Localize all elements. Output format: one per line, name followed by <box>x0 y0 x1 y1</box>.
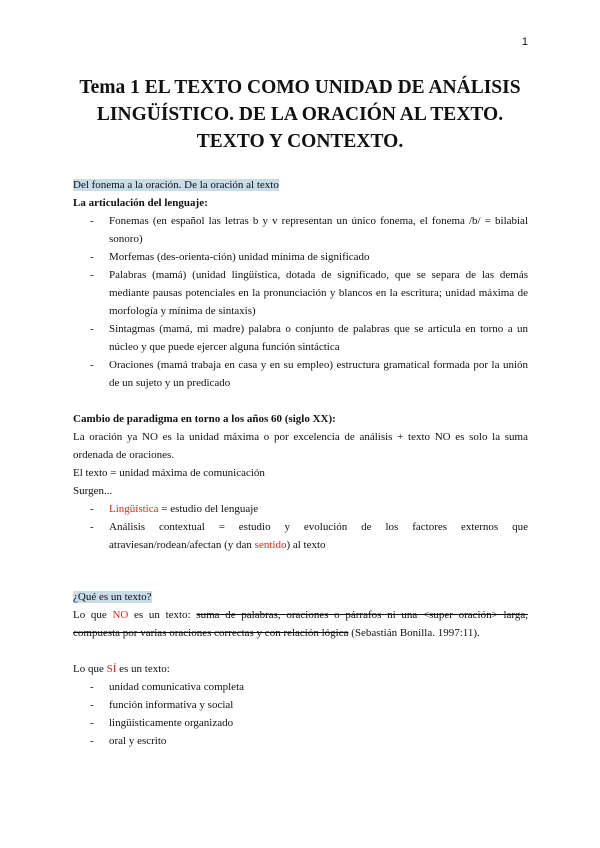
list-item <box>73 500 528 518</box>
paragraph: La oración ya NO es la unidad máxima o por excelencia de análisis + texto NO es solo la suma ordenada de oraciones. <box>73 431 528 461</box>
list-item: - unidad comunicativa completa <box>73 678 528 696</box>
highlight-red-text: Lingüística <box>109 503 159 515</box>
articulation-list <box>73 212 528 392</box>
list-item-text: = estudio del lenguaje <box>158 503 259 515</box>
list-item: - Morfemas (des-orienta-ción) unidad mínima de significado <box>73 248 528 266</box>
document-title <box>60 74 540 155</box>
highlight-red-text: SÍ <box>106 663 117 675</box>
subheading-cambio-paradigma: Cambio de paradigma en torno a los años 60 (siglo XX): <box>73 413 336 425</box>
list-item-text: Análisis contextual = estudio y evolución de los factores externos que atraviesan/rodean/afectan (y dan <box>109 521 528 551</box>
list-item: - Palabras (mamá) (unidad lingüística, dotada de significado, que se separa de las demás mediante pausas potenciales en la pronunciación y blancos en la escritura; unidad máxima de morfología y mínima de sintaxis) <box>73 266 528 320</box>
highlight-red-text: NO <box>112 609 129 621</box>
title-line: LINGÜÍSTICO. DE LA ORACIÓN AL TEXTO. <box>96 104 504 125</box>
list-item: - función informativa y social <box>73 696 528 714</box>
paragraph <box>73 660 528 678</box>
list-item: - lingüísticamente organizado <box>73 714 528 732</box>
title-line: TEXTO Y CONTEXTO. <box>196 131 404 152</box>
document-body <box>73 176 528 750</box>
surgen-list <box>73 500 528 554</box>
texto-list <box>73 678 528 750</box>
section-heading-fonema: Del fonema a la oración. De la oración al texto <box>73 179 279 191</box>
title-line: Tema 1 EL TEXTO COMO UNIDAD DE ANÁLISIS <box>79 77 521 98</box>
text-run: Lo que <box>73 663 107 675</box>
list-item <box>73 518 528 554</box>
struck-text: suma de palabras, oraciones o párrafos ni una <super oración> larga, compuesta por varias oraciones correctas y con relación lógica <box>73 609 528 639</box>
list-item: - Sintagmas (mamá, mi madre) palabra o conjunto de palabras que se articula en torno a un núcleo y que puede ejercer alguna función sintáctica <box>73 320 528 356</box>
list-item-text: ) al texto <box>286 539 326 551</box>
highlight-red-text: sentido <box>254 539 287 551</box>
paragraph: El texto = unidad máxima de comunicación <box>73 467 265 479</box>
text-run: es un texto: <box>128 609 197 621</box>
list-item: - Oraciones (mamá trabaja en casa y en su empleo) estructura gramatical formada por la unión de un sujeto y un predicado <box>73 356 528 392</box>
page-number: 1 <box>521 36 528 48</box>
subheading-articulacion: La articulación del lenguaje: <box>73 197 208 209</box>
list-item: - oral y escrito <box>73 732 528 750</box>
paragraph: Surgen... <box>73 485 113 497</box>
text-run: es un texto: <box>116 663 170 675</box>
citation: (Sebastián Bonilla. 1997:11). <box>348 627 480 639</box>
section-heading-que-es-texto: ¿Qué es un texto? <box>73 591 152 603</box>
text-run: Lo que <box>73 609 113 621</box>
list-item: - Fonemas (en español las letras b y v representan un único fonema, el fonema /b/ = bilabial sonoro) <box>73 212 528 248</box>
paragraph <box>73 606 528 642</box>
